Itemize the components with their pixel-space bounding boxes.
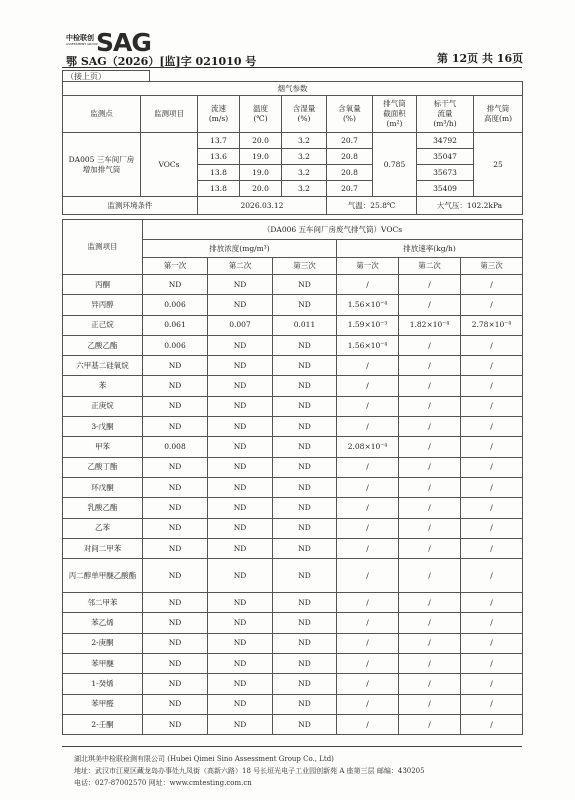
concentration-value: ND [208,593,273,613]
monitoring-point: DA005 三车间厂房增加排气筒 [63,133,141,197]
concentration-value: ND [208,518,273,538]
table-row [63,477,523,497]
table-row [63,417,523,437]
concentration-value: ND [273,654,337,674]
concentration-value: ND [273,295,337,315]
concentration-value: 0.006 [143,335,208,355]
concentration-value: ND [273,376,337,396]
concentration-value: ND [143,457,208,477]
flue-col-header: 监测项目 [141,96,198,133]
footer-address: 地址：武汉市江夏区藏龙岛办事处九凤街（高新六路）18 号长垣光电子工业园创新苑 A 座第三层 邮编：430205 [74,767,425,775]
flue-col-header: 排气筒 高度(m) [474,96,523,133]
flue-oxygen: 20.7 [327,181,373,197]
rate-value: / [399,275,461,295]
rate-value: 1.56×10⁻⁴ [337,295,399,315]
compound-name: 六甲基二硅氧烷 [63,356,143,376]
flue-moisture: 3.2 [282,165,327,181]
concentration-value: ND [273,457,337,477]
run-label: 第一次 [143,258,208,275]
document-number: 鄂 SAG（2026）[监]字 021010 号 [66,55,257,68]
rate-value: / [399,295,461,315]
page-number: 第 12页 共 16页 [437,52,524,65]
compound-name: 环戊酮 [63,477,143,497]
flue-col-header: 含湿量 (%) [282,96,327,133]
table-row [63,654,523,674]
flue-speed: 13.8 [198,181,240,197]
rate-value: / [337,538,399,558]
flue-flow: 35047 [417,149,474,165]
concentration-value: ND [208,356,273,376]
flue-col-header: 流速 (m/s) [198,96,240,133]
concentration-value: ND [143,654,208,674]
concentration-value: ND [143,477,208,497]
footer-divider [62,746,522,747]
flue-col-header: 排气筒 截面积 (m²) [373,96,417,133]
rate-value: / [399,559,461,593]
rate-value: / [337,593,399,613]
rate-value: / [399,593,461,613]
concentration-value: ND [143,633,208,653]
rate-value: / [461,633,523,653]
concentration-value: ND [273,518,337,538]
footer-company: 湖北琪美中检联检测有限公司 (Hubei Qimei Sino Assessment Group Co., Ltd) [74,755,334,763]
concentration-value: ND [273,275,337,295]
table-row [63,437,523,457]
table-row [63,457,523,477]
rate-value: / [461,518,523,538]
rate-value: / [399,694,461,714]
table-row [63,518,523,538]
monitoring-item: VOCs [141,133,198,197]
concentration-value: ND [273,335,337,355]
concentration-value: ND [273,477,337,497]
concentration-value: ND [273,633,337,653]
concentration-value: ND [143,694,208,714]
flue-moisture: 3.2 [282,181,327,197]
rate-value: / [461,559,523,593]
flue-col-header: 温度 (℃) [240,96,282,133]
table-row [63,315,523,335]
table-row [63,633,523,653]
table-row [63,356,523,376]
rate-value: / [461,437,523,457]
flue-row [63,133,523,149]
rate-value: / [461,356,523,376]
compound-name: 正己烷 [63,315,143,335]
rate-value: / [337,457,399,477]
rate-value: / [399,674,461,694]
rate-value: 1.59×10⁻³ [337,315,399,335]
env-label: 监测环境条件 [63,197,198,215]
table-row [63,714,523,734]
concentration-value: ND [143,559,208,593]
table-row [63,674,523,694]
rate-value: / [399,335,461,355]
env-pressure: 大气压：102.2kPa [417,197,523,215]
concentration-value: ND [273,694,337,714]
rate-value: / [399,477,461,497]
table-row [63,538,523,558]
rate-value: / [337,356,399,376]
flue-col-header: 标干气 流量 (m³/h) [417,96,474,133]
rate-value: 2.78×10⁻⁴ [461,315,523,335]
compound-name: 苯乙烯 [63,613,143,633]
run-label: 第二次 [208,258,273,275]
concentration-value: ND [273,396,337,416]
rate-value: 2.08×10⁻⁴ [337,437,399,457]
compound-name: 丙二醇单甲醚乙酸酯 [63,559,143,593]
compound-name: 甲苯 [63,437,143,457]
concentration-value: ND [208,538,273,558]
flue-speed: 13.6 [198,149,240,165]
table-row [63,694,523,714]
rate-value: 1.56×10⁻⁴ [337,335,399,355]
concentration-value: ND [208,396,273,416]
vocs-section-title: （DA006 五车间厂房废气排气筒）VOCs [143,220,523,240]
concentration-value: ND [143,396,208,416]
flue-temp: 19.0 [240,149,282,165]
footer-contact: 电话：027-87002570 网址：www.cmtesting.com.cn [74,779,252,787]
rate-value: / [399,376,461,396]
table-row [63,295,523,315]
concentration-value: 0.011 [273,315,337,335]
flue-temp: 19.0 [240,165,282,181]
compound-name: 苯甲醚 [63,654,143,674]
rate-value: / [337,477,399,497]
flue-gas-table [62,81,523,215]
concentration-value: ND [208,275,273,295]
concentration-value: ND [208,437,273,457]
rate-value: / [461,417,523,437]
run-label: 第二次 [399,258,461,275]
concentration-value: ND [208,457,273,477]
vocs-table [62,219,523,735]
rate-value: / [461,396,523,416]
rate-value: / [461,654,523,674]
concentration-value: ND [208,335,273,355]
rate-value: / [461,295,523,315]
flue-header-row [63,96,523,133]
compound-name: 乙酸乙酯 [63,335,143,355]
concentration-value: ND [208,376,273,396]
stack-area: 0.785 [373,133,417,197]
rate-value: / [461,538,523,558]
concentration-value: ND [273,613,337,633]
concentration-value: ND [208,674,273,694]
concentration-value: ND [273,538,337,558]
rate-value: / [399,613,461,633]
concentration-value: 0.007 [208,315,273,335]
concentration-value: ND [143,538,208,558]
concentration-value: ND [273,417,337,437]
concentration-value: ND [273,714,337,734]
compound-name: 对间二甲苯 [63,538,143,558]
flue-temp: 20.0 [240,133,282,149]
flue-speed: 13.7 [198,133,240,149]
concentration-value: ND [143,518,208,538]
run-label: 第一次 [337,258,399,275]
concentration-value: ND [208,633,273,653]
flue-oxygen: 20.8 [327,165,373,181]
table-row [63,498,523,518]
concentration-value: 0.006 [143,295,208,315]
env-temp: 气温：25.8℃ [327,197,417,215]
rate-value: 1.82×10⁻⁴ [399,315,461,335]
flue-moisture: 3.2 [282,149,327,165]
concentration-value: ND [273,674,337,694]
compound-name: 3-戊酮 [63,417,143,437]
header-divider [62,67,522,68]
flue-speed: 13.8 [198,165,240,181]
rate-value: / [399,356,461,376]
compound-name: 1-癸烯 [63,674,143,694]
vocs-item-header: 监测项目 [63,220,143,275]
rate-value: / [461,674,523,694]
concentration-value: ND [208,417,273,437]
run-label: 第三次 [461,258,523,275]
concentration-value: ND [143,376,208,396]
concentration-value: ND [143,356,208,376]
rate-value: / [399,538,461,558]
table-row [63,593,523,613]
table-row [63,613,523,633]
compound-name: 丙酮 [63,275,143,295]
compound-name: 乙苯 [63,518,143,538]
rate-value: / [337,714,399,734]
flue-flow: 34792 [417,133,474,149]
rate-value: / [399,633,461,653]
rate-value: / [337,654,399,674]
concentration-value: ND [273,559,337,593]
concentration-value: ND [208,694,273,714]
logo-cn-text: 中检联创 [66,34,94,42]
rate-value: / [337,396,399,416]
rate-value: / [461,613,523,633]
concentration-value: ND [143,674,208,694]
concentration-value: 0.061 [143,315,208,335]
rate-value: / [337,613,399,633]
concentration-value: ND [143,417,208,437]
compound-name: 苯甲醛 [63,694,143,714]
rate-value: / [461,335,523,355]
concentration-value: ND [208,654,273,674]
rate-value: / [337,518,399,538]
rate-value: / [461,498,523,518]
compound-name: 2-壬酮 [63,714,143,734]
flue-moisture: 3.2 [282,133,327,149]
table-row [63,376,523,396]
concentration-value: ND [273,498,337,518]
table-row [63,335,523,355]
rate-value: / [337,498,399,518]
compound-name: 正庚烷 [63,396,143,416]
concentration-value: ND [143,498,208,518]
concentration-header: 排放浓度(mg/m³) [143,240,337,258]
flue-flow: 35673 [417,165,474,181]
rate-value: / [461,477,523,497]
concentration-value: 0.008 [143,437,208,457]
rate-value: / [399,437,461,457]
flue-temp: 20.0 [240,181,282,197]
concentration-value: ND [143,275,208,295]
rate-header: 排放速率(kg/h) [337,240,523,258]
rate-value: / [337,694,399,714]
rate-value: / [337,275,399,295]
flue-oxygen: 20.8 [327,149,373,165]
rate-value: / [461,714,523,734]
rate-value: / [461,275,523,295]
rate-value: / [461,457,523,477]
concentration-value: ND [143,714,208,734]
table-row [63,559,523,593]
concentration-value: ND [208,498,273,518]
stack-height: 25 [474,133,523,197]
concentration-value: ND [208,714,273,734]
flue-col-header: 监测点 [63,96,141,133]
flue-col-header: 含氧量 (%) [327,96,373,133]
rate-value: / [399,714,461,734]
flue-section-title: 烟气参数 [63,82,523,96]
rate-value: / [399,518,461,538]
logo-mark: SAG [96,28,151,57]
concentration-value: ND [143,613,208,633]
flue-oxygen: 20.7 [327,133,373,149]
continued-label: （接上页） [66,72,106,81]
rate-value: / [399,396,461,416]
compound-name: 异丙醇 [63,295,143,315]
run-label: 第三次 [273,258,337,275]
flue-flow: 35409 [417,181,474,197]
rate-value: / [337,633,399,653]
table-row [63,275,523,295]
concentration-value: ND [208,477,273,497]
concentration-value: ND [143,593,208,613]
rate-value: / [399,457,461,477]
concentration-value: ND [208,559,273,593]
rate-value: / [461,694,523,714]
rate-value: / [399,417,461,437]
logo-sub-text: ASSESSMENT GROUP [66,42,98,46]
compound-name: 邻二甲苯 [63,593,143,613]
concentration-value: ND [208,295,273,315]
env-date: 2026.03.12 [198,197,327,215]
compound-name: 苯 [63,376,143,396]
compound-name: 2-庚酮 [63,633,143,653]
rate-value: / [399,654,461,674]
concentration-value: ND [273,356,337,376]
compound-name: 乙酸丁酯 [63,457,143,477]
rate-value: / [399,498,461,518]
rate-value: / [337,417,399,437]
table-row [63,396,523,416]
concentration-value: ND [273,437,337,457]
compound-name: 乳酸乙酯 [63,498,143,518]
concentration-value: ND [273,593,337,613]
rate-value: / [461,376,523,396]
concentration-value: ND [208,613,273,633]
rate-value: / [461,593,523,613]
rate-value: / [337,559,399,593]
rate-value: / [337,376,399,396]
rate-value: / [337,674,399,694]
